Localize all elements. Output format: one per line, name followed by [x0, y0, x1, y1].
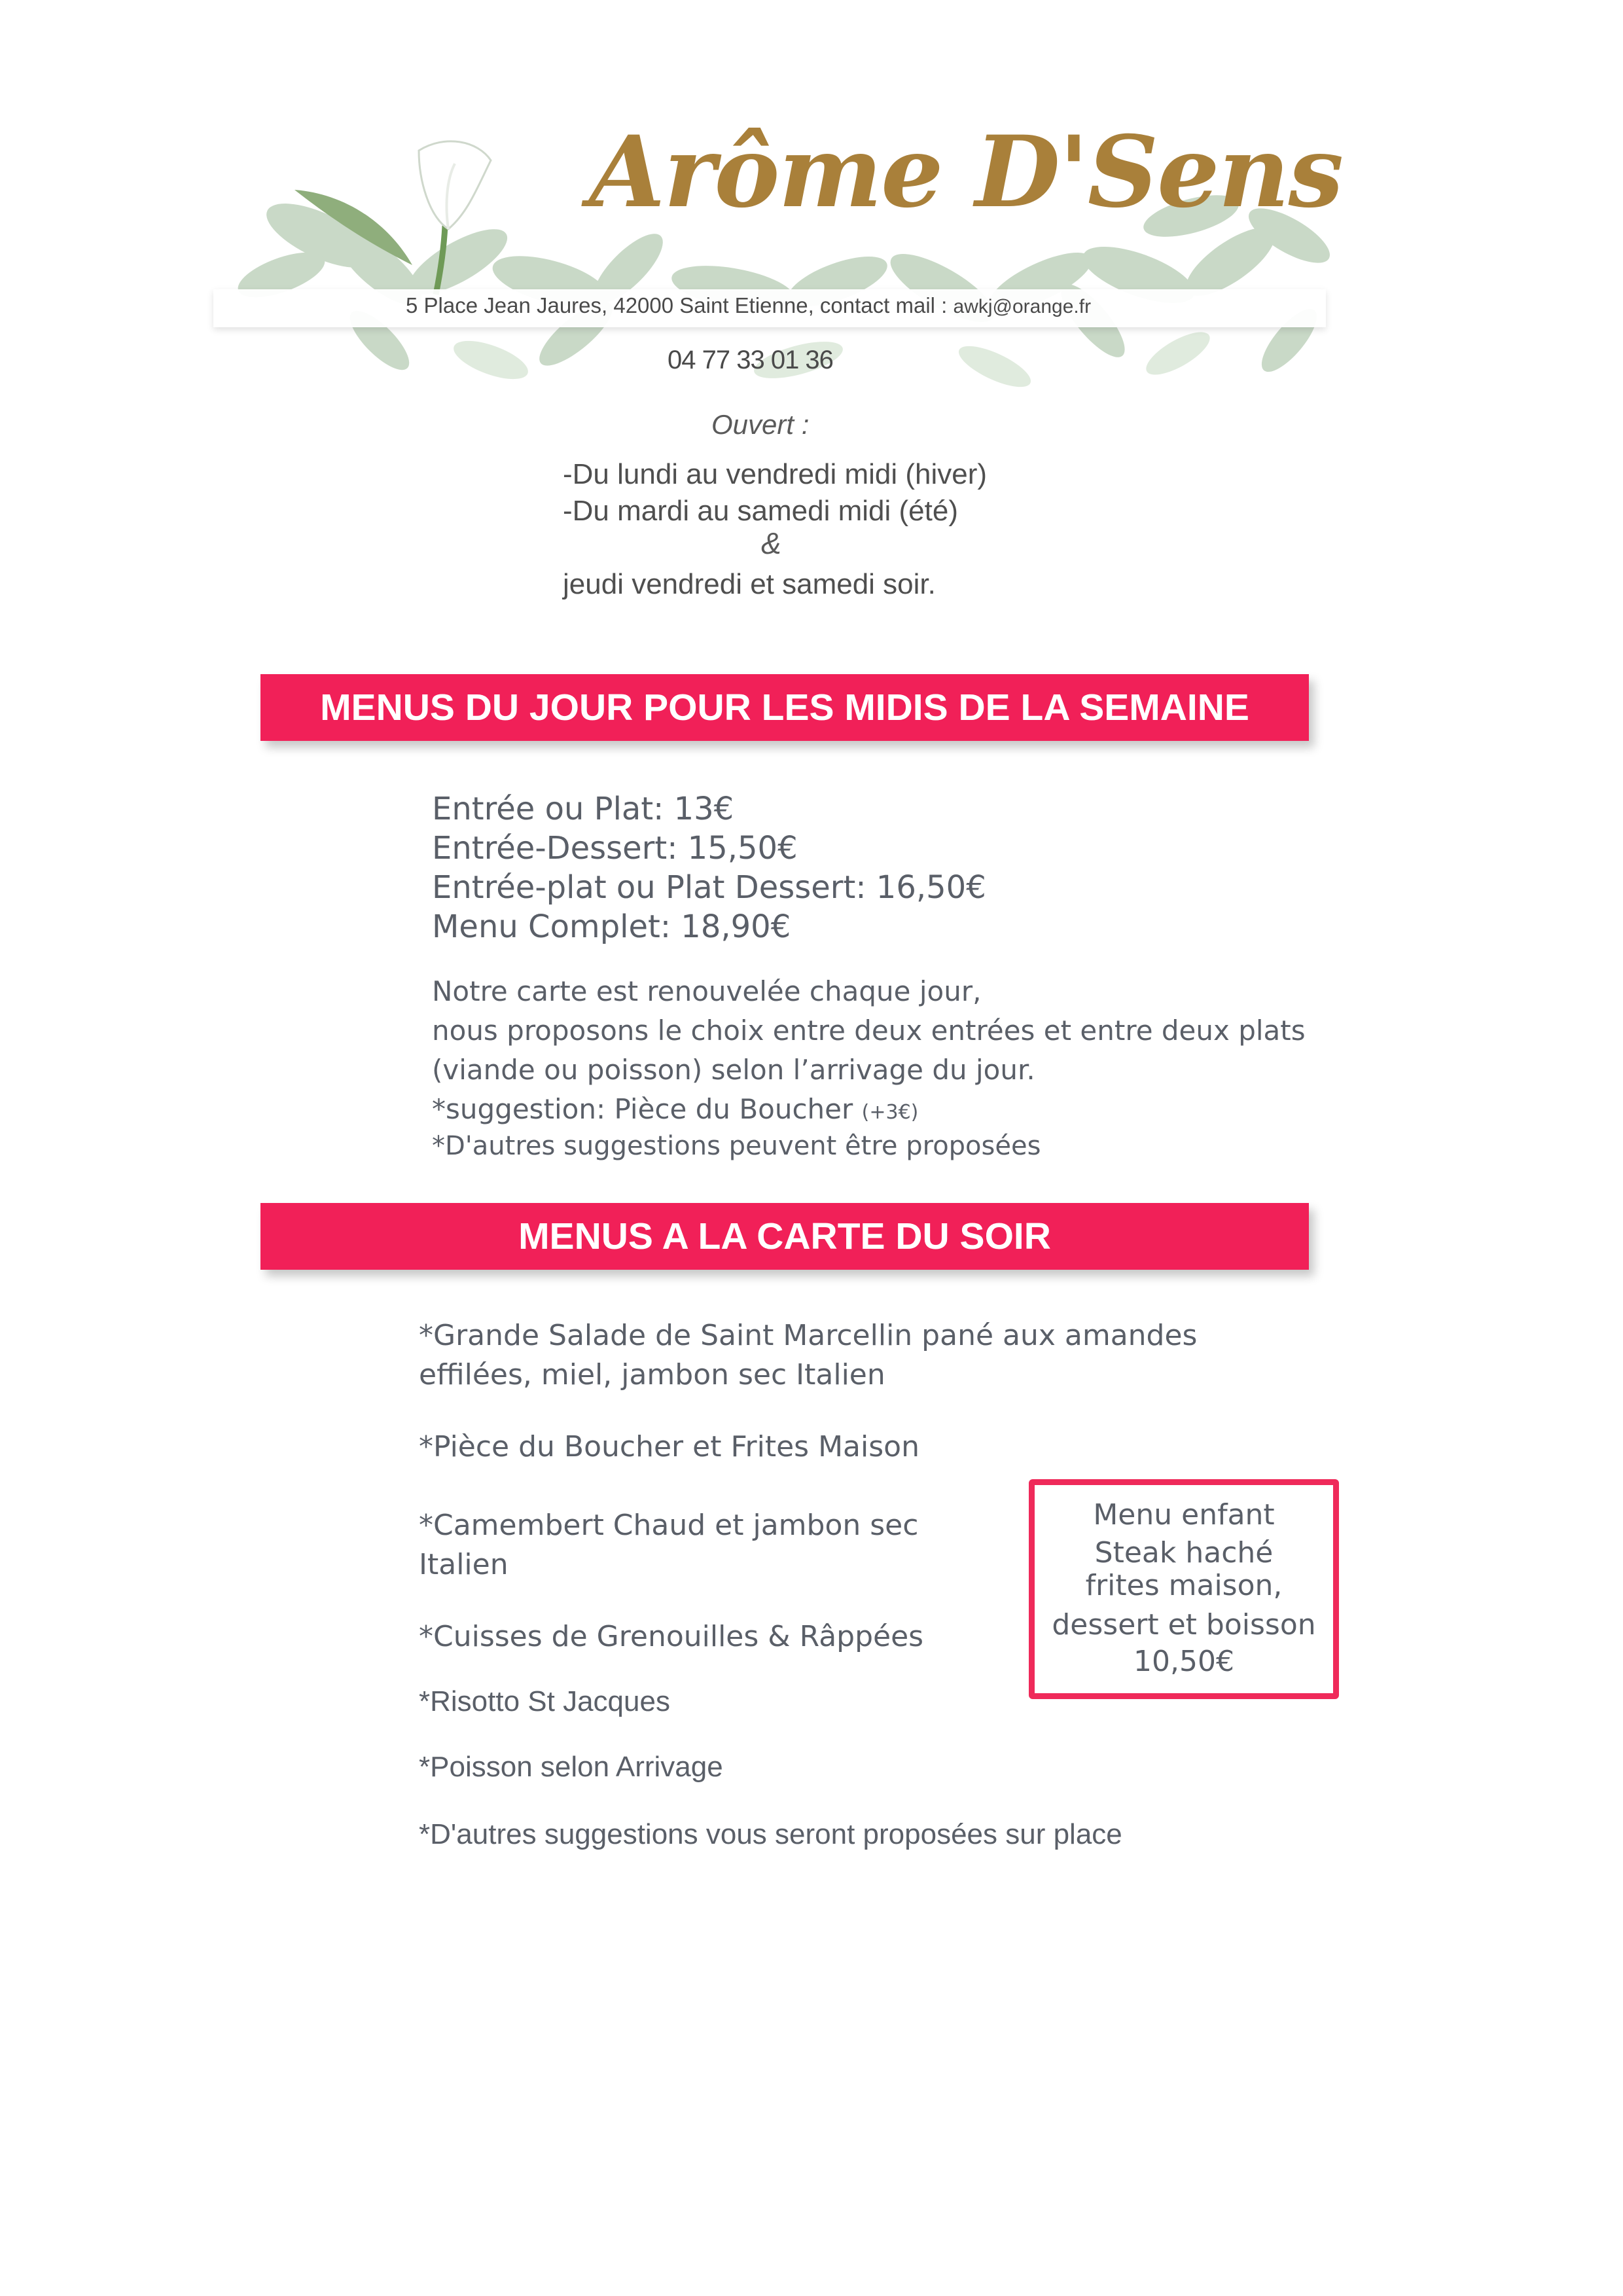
- menu-note: [432, 1093, 918, 1125]
- carte-item: Italien: [419, 1548, 508, 1581]
- kids-menu-line: dessert et boisson: [1052, 1608, 1316, 1641]
- hours-line: -Du lundi au vendredi midi (hiver): [563, 458, 988, 490]
- opening-label: Ouvert :: [711, 409, 810, 440]
- kids-menu-box: [1029, 1479, 1339, 1699]
- brand-logo: Arôme D'Sens: [589, 115, 1343, 230]
- address-text: 5 Place Jean Jaures, 42000 Saint Etienne, contact mail :: [406, 293, 954, 317]
- email-link[interactable]: awkj@orange.fr: [953, 296, 1092, 317]
- carte-item: effilées, miel, jambon sec Italien: [419, 1358, 885, 1391]
- menu-note: *D'autres suggestions peuvent être proposées: [432, 1131, 1041, 1161]
- evening-section-banner: [260, 1203, 1309, 1270]
- evening-section-title: MENUS A LA CARTE DU SOIR: [518, 1215, 1051, 1257]
- price-item: Entrée-plat ou Plat Dessert: 16,50€: [432, 869, 986, 906]
- menu-note: nous proposons le choix entre deux entrées et entre deux plats: [432, 1014, 1306, 1047]
- price-item: Entrée-Dessert: 15,50€: [432, 830, 798, 867]
- carte-item: *Risotto St Jacques: [419, 1685, 670, 1717]
- hours-ampersand: &: [761, 526, 781, 560]
- suggestion-text: *suggestion: Pièce du Boucher: [432, 1093, 853, 1125]
- kids-menu-line: Menu enfant: [1093, 1498, 1275, 1532]
- price-item: Menu Complet: 18,90€: [432, 908, 791, 945]
- suggestion-surcharge: (+3€): [861, 1101, 919, 1124]
- carte-item: *Poisson selon Arrivage: [419, 1751, 723, 1783]
- carte-item: *Pièce du Boucher et Frites Maison: [419, 1430, 919, 1463]
- kids-menu-line: frites maison,: [1085, 1569, 1283, 1602]
- address-line: [406, 293, 1322, 318]
- carte-item: *Cuisses de Grenouilles & Râppées: [419, 1620, 924, 1653]
- carte-item: *Camembert Chaud et jambon sec: [419, 1509, 919, 1542]
- calla-lily-icon: [281, 134, 556, 298]
- menu-note: (viande ou poisson) selon l’arrivage du jour.: [432, 1054, 1035, 1086]
- kids-menu-line: Steak haché: [1094, 1536, 1274, 1570]
- menu-note: Notre carte est renouvelée chaque jour,: [432, 975, 982, 1007]
- lunch-section-title: MENUS DU JOUR POUR LES MIDIS DE LA SEMAINE: [320, 687, 1249, 728]
- lunch-section-banner: [260, 674, 1309, 741]
- carte-item: *Grande Salade de Saint Marcellin pané aux amandes: [419, 1319, 1198, 1352]
- hours-line: -Du mardi au samedi midi (été): [563, 495, 958, 527]
- price-item: Entrée ou Plat: 13€: [432, 791, 734, 827]
- kids-menu-price: 10,50€: [1133, 1645, 1234, 1678]
- carte-item: *D'autres suggestions vous seront proposées sur place: [419, 1818, 1122, 1850]
- phone-number[interactable]: 04 77 33 01 36: [668, 346, 833, 374]
- hours-line: jeudi vendredi et samedi soir.: [563, 568, 936, 600]
